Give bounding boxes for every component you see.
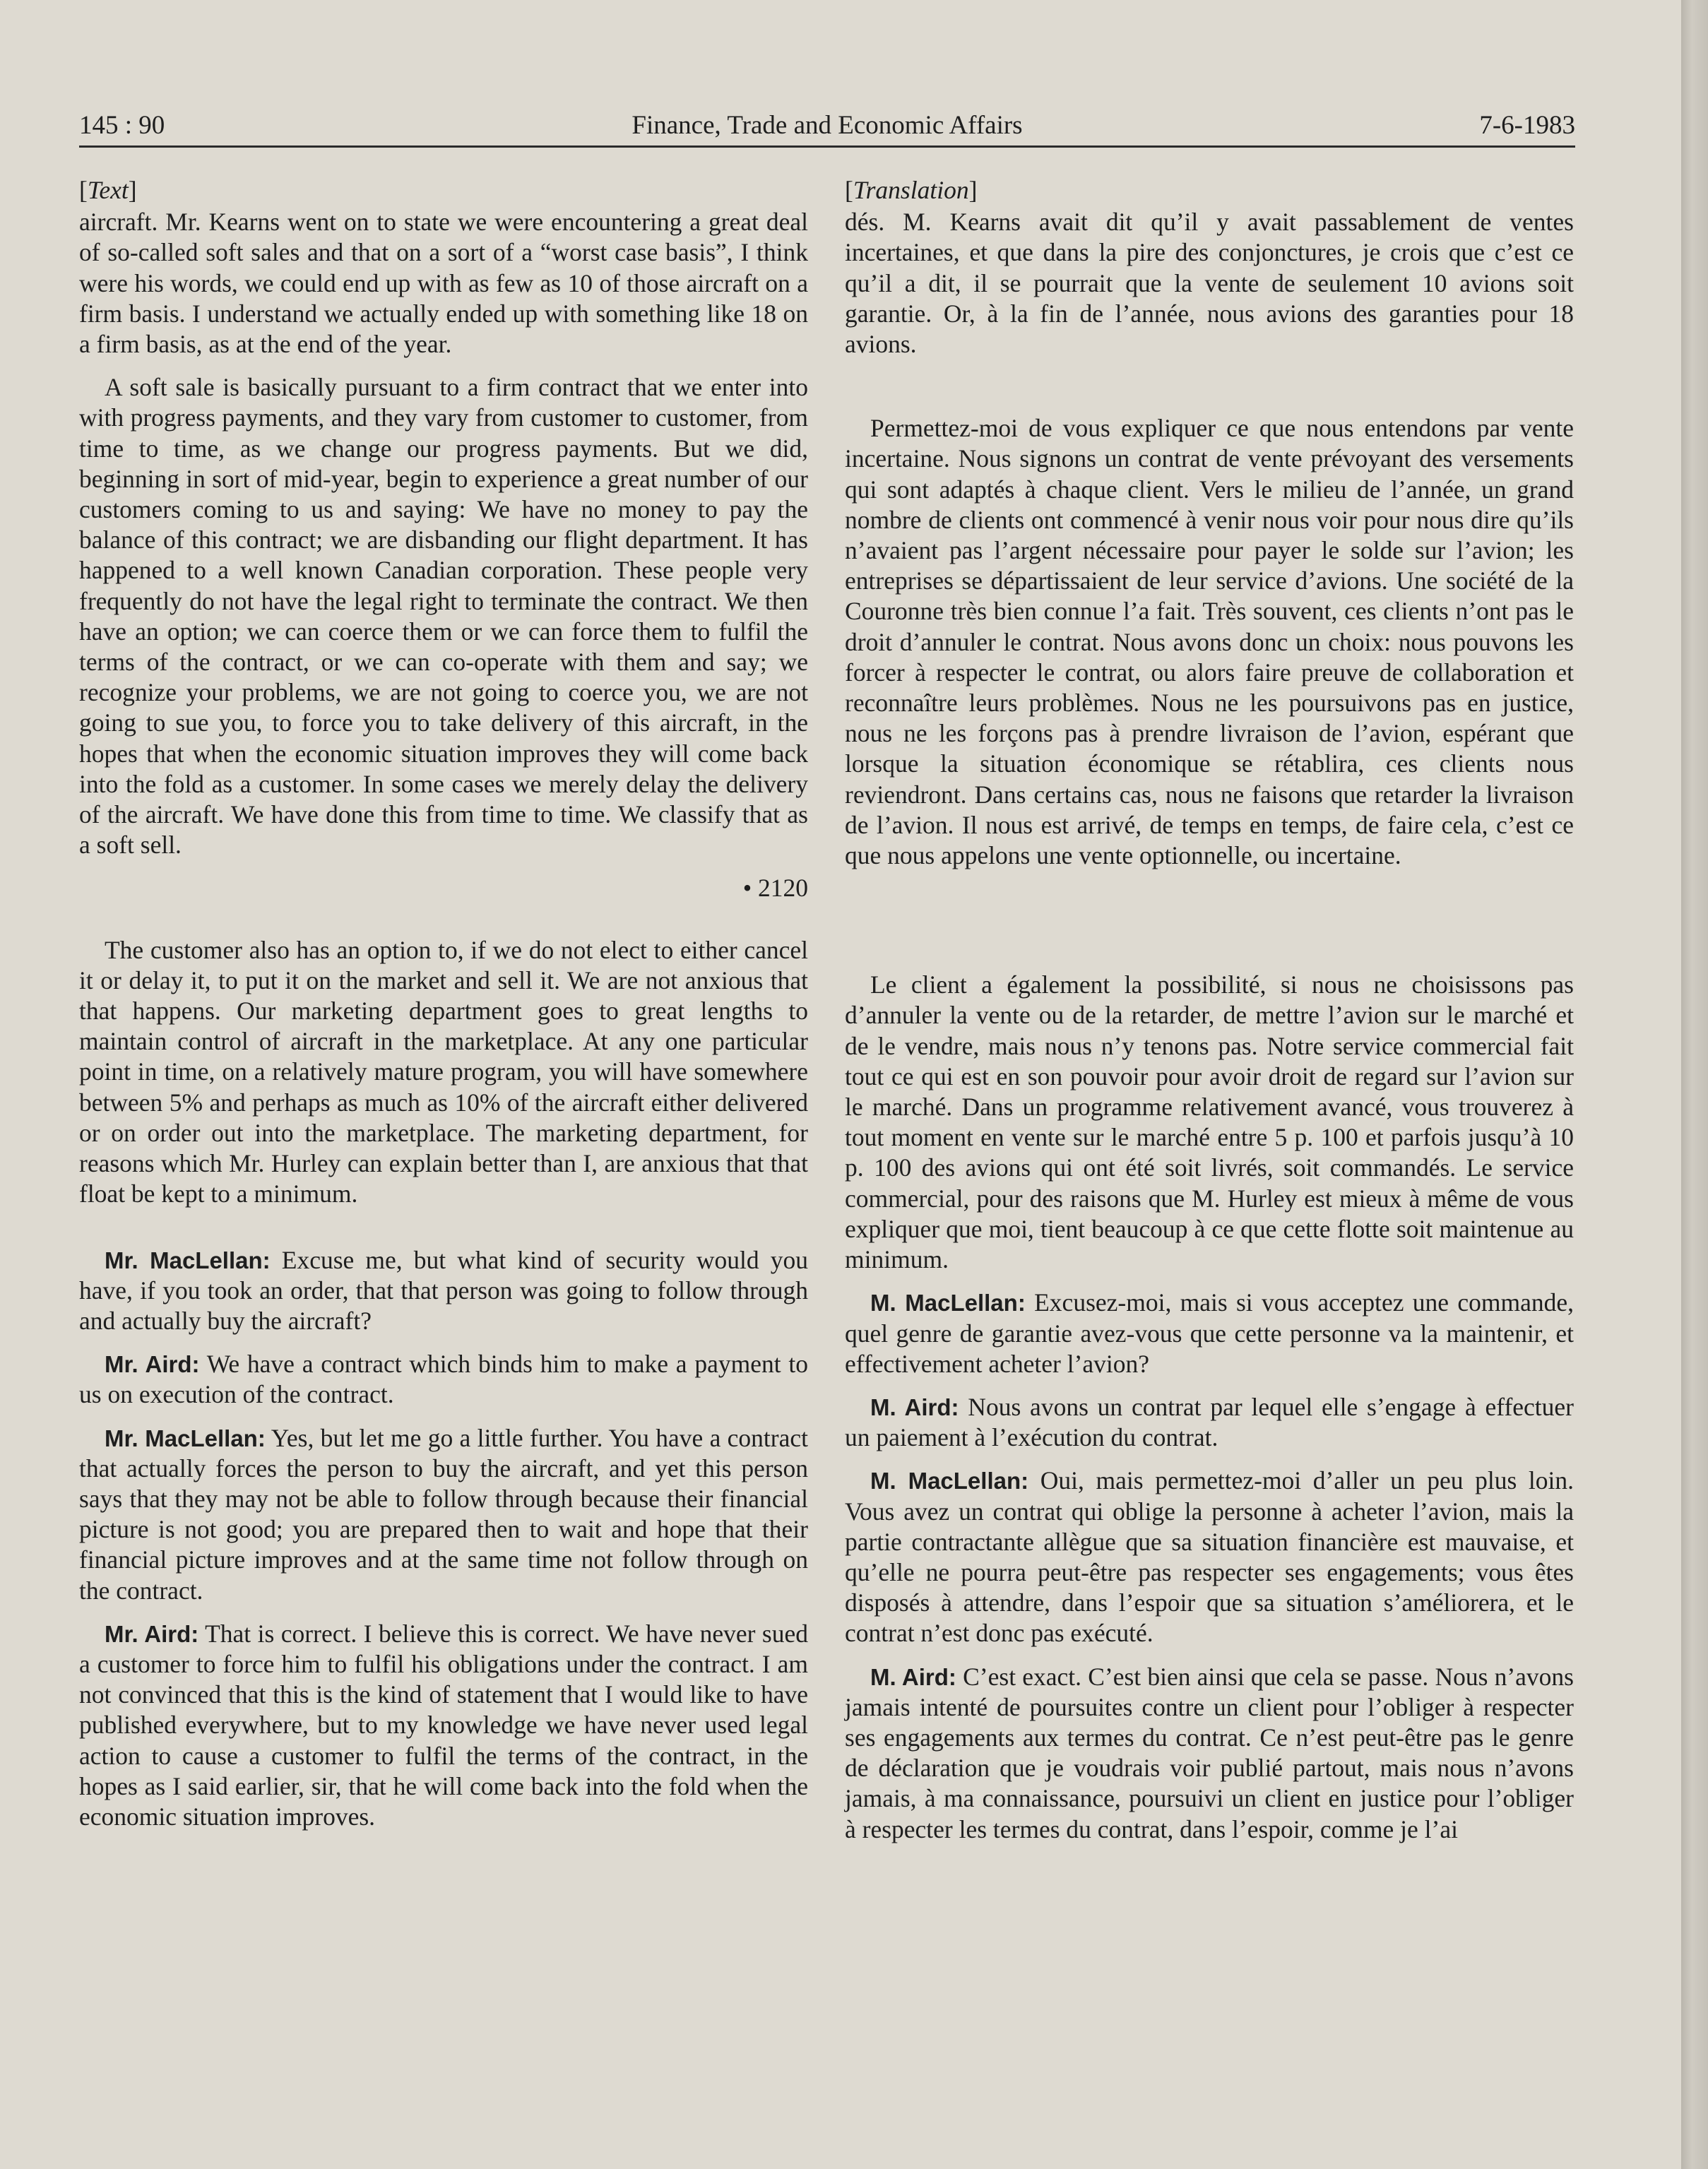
page-number: 145 : 90 — [79, 111, 165, 140]
speech — [79, 1349, 808, 1410]
speech-text: We have a contract which binds him to make a payment to us on execution of the contract. — [79, 1350, 808, 1409]
speech — [79, 1245, 808, 1337]
paragraph: A soft sale is basically pursuant to a firm contract that we enter into with progress payments, and they vary from customer to customer, from time to time, as we change our progress payments. But we did, beginning in sort of mid-year, begin to experience a great number of our customers coming to us and saying: We have no money to pay the balance of this contract; we are disbanding our flight department. It has happened to a well known Canadian corporation. These people very frequently do not have the legal right to terminate the contract. We then have an option; we can coerce them or we can force them to fulfil the terms of the contract, or we can co-operate with them and say; we recognize your problems, we are not going to coerce you, we are not going to sue you, to force you to take delivery of this aircraft, in the hopes that when the economic situation improves they will come back into the fold as a customer. In some cases we merely delay the delivery of the aircraft. We have done this from time to time. We classify that as a soft sell. — [79, 373, 808, 860]
speech — [79, 1423, 808, 1606]
speech-text: That is correct. I believe this is correct. We have never sued a customer to force him to fulfil his obligations under the contract. I am not convinced that this is the kind of statement that I would like to have published everywhere, but to my knowledge we have never used legal action to cause a customer to fulfil the terms of the contract, in the hopes as I said earlier, sir, that he will come back into the fold when the economic situation improves. — [79, 1619, 808, 1831]
speaker-name: Mr. Aird: — [105, 1620, 199, 1647]
committee-title: Finance, Trade and Economic Affairs — [631, 111, 1023, 140]
spacer — [845, 884, 1574, 970]
speech-text: Excuse me, but what kind of security would you have, if you took an order, that that person was going to follow through and actually buy the aircraft? — [79, 1245, 808, 1335]
speech — [845, 1662, 1574, 1845]
speaker-name: Mr. MacLellan: — [105, 1425, 266, 1451]
speaker-name: M. MacLellan: — [870, 1468, 1029, 1494]
running-header — [79, 105, 1575, 144]
speech — [845, 1466, 1574, 1648]
speech — [79, 1619, 808, 1832]
speech — [845, 1392, 1574, 1453]
paragraph: The customer also has an option to, if we do not elect to either cancel it or delay it, to put it on the market and sell it. We are not anxious that that happens. Our marketing department goes to great lengths to maintain control of aircraft in the marketplace. At any one particular point in time, on a relatively mature program, you will have somewhere between 5% and perhaps as much as 10% of the aircraft either delivered or on order out into the marketplace. The marketing department, for reasons which Mr. Hurley can explain better than I, are anxious that that float be kept to a minimum. — [79, 935, 808, 1208]
time-marker: • 2120 — [742, 874, 808, 903]
speaker-name: M. Aird: — [870, 1663, 956, 1690]
speech-text: Nous avons un contrat par lequel elle s’engage à effectuer un paiement à l’exécution du contrat. — [845, 1392, 1574, 1452]
header-rule — [79, 145, 1575, 148]
speaker-name: Mr. MacLellan: — [105, 1247, 271, 1273]
speech-text: Excusez-moi, mais si vous acceptez une commande, quel genre de garantie avez-vous que cette personne va la maintenir, et effectivement acheter l’avion? — [845, 1288, 1574, 1378]
french-column — [845, 175, 1574, 1858]
speaker-name: M. Aird: — [870, 1393, 959, 1420]
header-date: 7-6-1983 — [1479, 111, 1575, 140]
paragraph: Le client a également la possibilité, si nous ne choisissons pas d’annuler la vente ou de la retarder, de mettre l’avion sur le marché et de le vendre, mais nous n’y tenons pas. Notre service commercial fait tout ce qui est en son pouvoir pour avoir droit de regard sur l’avion sur le marché. Dans un programme relativement avancé, vous trouverez à tout moment en vente sur le marché entre 5 p. 100 et parfois jusqu’à 10 p. 100 des avions qui ont été soit livrés, soit commandés. Le service commercial, pour des raisons que M. Hurley est mieux à même de vous expliquer que moi, tient beaucoup à ce que cette flotte soit maintenue au minimum. — [845, 970, 1574, 1274]
spacer — [845, 372, 1574, 413]
tag-label: Translation — [853, 176, 969, 204]
speech-text: Oui, mais permettez-moi d’aller un peu plus loin. Vous avez un contrat qui oblige la personne à acheter l’avion, mais la partie contractante allègue que sa situation financière est mauvaise, et qu’elle ne pourra peut-être pas respecter ses engagements; vous êtes disposés à attendre, dans l’espoir que sa situation s’améliorera, et le contrat n’est donc pas exécuté. — [845, 1466, 1574, 1648]
speech — [845, 1288, 1574, 1379]
column-tag-text: [Text] — [79, 176, 137, 204]
column-tag-translation: [Translation] — [845, 176, 978, 204]
tag-label: Text — [87, 176, 129, 204]
paragraph: aircraft. Mr. Kearns went on to state we were encountering a great deal of so-called soft sales and that on a sort of a “worst case basis”, I think were his words, we could end up with as few as 10 of those aircraft on a firm basis. I understand we actually ended up with something like 18 on a firm basis, as at the end of the year. — [79, 208, 808, 359]
speech-text: Yes, but let me go a little further. You have a contract that actually forces the person to buy the aircraft, and yet this person says that they may not be able to follow through because their financial picture is not good; you are prepared then to wait and hope that their financial picture improves and at the same time not follow through on the contract. — [79, 1423, 808, 1605]
speaker-name: M. MacLellan: — [870, 1290, 1026, 1317]
paragraph: dés. M. Kearns avait dit qu’il y avait passablement de ventes incertaines, et que dans la pire des conjonctures, je crois que c’est ce qu’il a dit, il se pourrait que la vente de seulement 10 avions soit garantie. Or, à la fin de l’année, nous avions des garanties pour 18 avions. — [845, 208, 1574, 359]
speaker-name: Mr. Aird: — [105, 1351, 200, 1378]
english-column — [79, 175, 808, 1845]
page-edge — [1681, 0, 1708, 2169]
spacer — [79, 1223, 808, 1245]
speech-text: C’est exact. C’est bien ainsi que cela se passe. Nous n’avons jamais intenté de poursuites contre un client pour l’obliger à respecter ses engagements aux termes du contrat. Ce n’est peut-être pas le genre de déclaration que je voudrais voir publié partout, mais nous n’avons jamais, à ma connaissance, poursuivi un client en justice pour l’obliger à respecter les termes du contrat, dans l’espoir, comme je l’ai — [845, 1662, 1574, 1843]
paragraph: Permettez-moi de vous expliquer ce que nous entendons par vente incertaine. Nous signons un contrat de vente prévoyant des versements qui sont adaptés à chaque client. Vers le milieu de l’année, un grand nombre de clients ont commencé à venir nous voir pour nous dire qu’ils n’avaient pas l’argent nécessaire pour payer le solde sur l’avion; les entreprises se départissaient de leur service d’avions. Une société de la Couronne très bien connue l’a fait. Très souvent, ces clients n’ont pas le droit d’annuler le contrat. Nous avons donc un choix: nous pouvons les forcer à respecter le contrat, ou alors faire preuve de collaboration et reconnaître leurs problèmes. Nous ne les poursuivons pas en justice, nous ne les forçons pas à prendre livraison de l’avion, espérant que lorsque la situation économique se rétablira, ces clients nous reviendront. Dans certains cas, nous ne faisons que retarder la livraison de l’avion. Il nous est arrivé, de temps en temps, de faire cela, c’est ce que nous appelons une vente optionnelle, ou incertaine. — [845, 414, 1574, 870]
